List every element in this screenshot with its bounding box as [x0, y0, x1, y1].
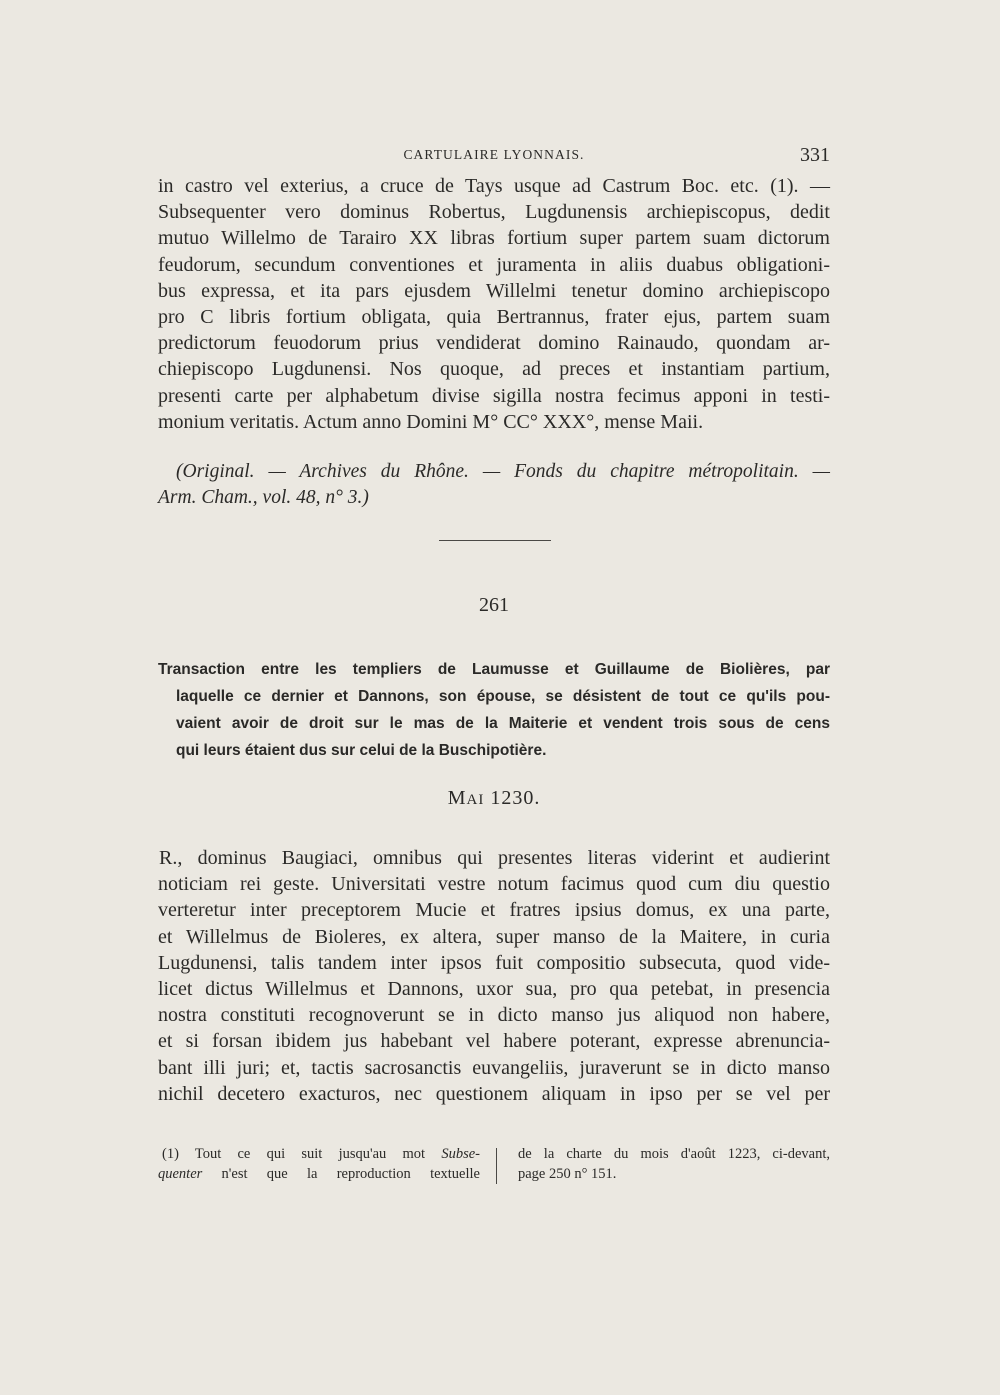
summary-line: qui leurs étaient dus sur celui de la Buschipotière. — [176, 742, 547, 759]
text-line: in castro vel exterius, a cruce de Tays usque ad Castrum Boc. etc. (1). — — [158, 175, 830, 197]
section-separator — [439, 540, 551, 541]
paragraph-continuation — [158, 173, 830, 435]
text-line: mutuo Willelmo de Tarairo XX libras fortium super partem suam dictorum — [158, 227, 830, 250]
citation-line: (Original. — Archives du Rhône. — Fonds du chapitre métropolitain. — — [176, 461, 830, 482]
text-line: et Willelmus de Bioleres, ex altera, super manso de la Maitere, in curia — [158, 925, 830, 948]
text-line: nostra constituti recognoverunt se in dicto manso jus aliquod non habere, — [158, 1004, 830, 1027]
footnote-line: page 250 n° 151. — [518, 1166, 617, 1182]
running-head — [158, 144, 830, 168]
text-line: et si forsan ibidem jus habebant vel habere poterant, expresse abrenuncia- — [158, 1030, 830, 1053]
text-line: presenti carte per alphabetum divise sigilla nostra fecimus apponi in testi- — [158, 384, 830, 407]
footnote — [158, 1144, 830, 1190]
date-initial: M — [447, 787, 467, 809]
summary-line: Transaction entre les templiers de Laumusse et Guillaume de Biolières, par — [158, 661, 830, 678]
summary-line: laquelle ce dernier et Dannons, son épouse, se désistent de tout ce qu'ils pou- — [176, 688, 830, 705]
running-title: CARTULAIRE LYONNAIS. — [403, 147, 585, 162]
date-year: 1230. — [490, 787, 541, 809]
text-line: monium veritatis. Actum anno Domini M° CC° XXX°, mense Maii. — [158, 410, 704, 433]
document-date — [158, 787, 830, 810]
citation-line: Arm. Cham., vol. 48, n° 3.) — [158, 487, 369, 509]
footnote-right-column — [518, 1144, 830, 1184]
text-line: Subsequenter vero dominus Robertus, Lugdunensis archiepiscopus, dedit — [158, 201, 830, 224]
footnote-line: de la charte du mois d'août 1223, ci-devant, — [518, 1146, 830, 1162]
text-line: bant illi juri; et, tactis sacrosanctis euvangeliis, juraverunt se in dicto manso — [158, 1056, 830, 1079]
text-line: chiepiscopo Lugdunensi. Nos quoque, ad preces et instantiam partium, — [158, 358, 830, 381]
text-line: licet dictus Willelmus et Dannons, uxor sua, pro qua petebat, in presencia — [158, 977, 830, 1000]
footnote-italic-text: quenter — [158, 1166, 203, 1182]
date-small-caps: AI — [466, 792, 485, 808]
text-line: nichil decetero exacturos, nec questionem aliquam in ipso per se vel per — [158, 1082, 830, 1105]
source-citation — [158, 459, 830, 511]
footnote-line — [158, 1164, 480, 1184]
document-number: 261 — [479, 594, 509, 616]
text-line: feudorum, secundum conventiones et juramenta in aliis duabus obligationi- — [158, 253, 830, 276]
footnote-left-column — [158, 1144, 480, 1184]
footnote-text: n'est que la reproduction textuelle — [202, 1166, 480, 1182]
charter-text — [158, 845, 830, 1107]
text-line: predictorum feuodorum prius vendiderat domino Rainaudo, quondam ar- — [158, 332, 830, 355]
text-line: verteretur inter preceptorem Mucie et fratres ipsius domus, ex una parte, — [158, 899, 830, 922]
footnote-text: (1) Tout ce qui suit jusqu'au mot — [162, 1146, 442, 1162]
footnote-italic-text: Subse- — [441, 1146, 480, 1162]
page-number: 331 — [800, 144, 830, 166]
footnote-column-divider — [496, 1148, 497, 1184]
text-line: pro C libris fortium obligata, quia Bertrannus, frater ejus, partem suam — [158, 305, 830, 328]
text-line: R., dominus Baugiaci, omnibus qui presentes literas viderint et audierint — [159, 847, 830, 869]
text-line: noticiam rei geste. Universitati vestre notum facimus quod cum diu questio — [158, 873, 830, 896]
summary-line: vaient avoir de droit sur le mas de la Maiterie et vendent trois sous de cens — [176, 715, 830, 732]
footnote-line — [158, 1144, 480, 1164]
document-summary — [158, 656, 830, 764]
text-line: bus expressa, et ita pars ejusdem Willelmi tenetur domino archiepiscopo — [158, 279, 830, 302]
text-line: Lugdunensi, talis tandem inter ipsos fuit compositio subsecuta, quod vide- — [158, 951, 830, 974]
